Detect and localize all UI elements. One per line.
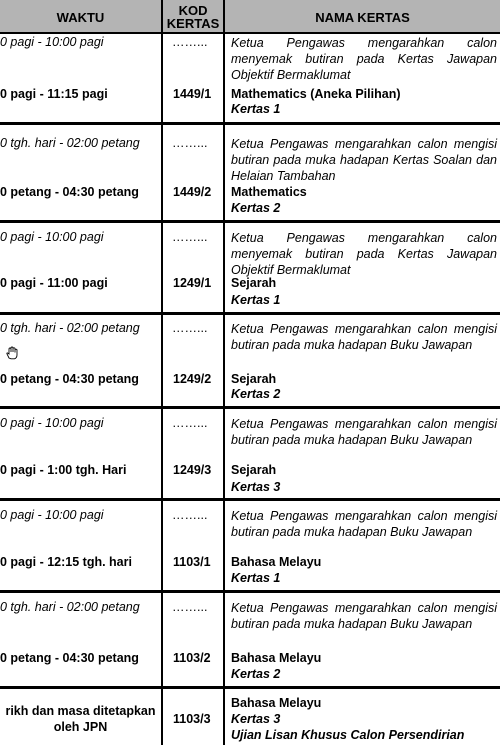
row-divider xyxy=(0,406,500,409)
row-divider xyxy=(0,32,500,34)
subject-name: Bahasa Melayu xyxy=(231,651,322,665)
start-time: 0 pagi - 10:00 pagi xyxy=(0,508,104,522)
subject-name: Bahasa Melayu xyxy=(231,555,322,569)
instruction-text: Ketua Pengawas mengarahkan calon mengisi butiran pada muka hadapan Buku Jawapan xyxy=(231,509,497,539)
paper-code: 1449/2 xyxy=(173,185,212,199)
column-divider xyxy=(223,0,225,745)
instruction-text: Ketua Pengawas mengarahkan calon mengisi butiran pada muka hadapan Buku Jawapan xyxy=(231,322,497,352)
row-divider xyxy=(0,590,500,593)
start-time: 0 pagi - 10:00 pagi xyxy=(0,35,104,49)
paper-note: Ujian Lisan Khusus Calon Persendirian xyxy=(231,728,465,742)
paper-code: 1103/3 xyxy=(173,712,211,726)
header-nama-kertas: NAMA KERTAS xyxy=(225,0,500,34)
subject-name: Sejarah xyxy=(231,463,277,477)
subject-name: Bahasa Melayu xyxy=(231,696,322,710)
row-divider xyxy=(0,498,500,501)
instruction-text: Ketua Pengawas mengarahkan calon mengisi butiran pada muka hadapan Buku Jawapan xyxy=(231,601,497,631)
code-placeholder: ……... xyxy=(172,136,208,150)
paper-code: 1449/1 xyxy=(173,87,212,101)
paper-number: Kertas 1 xyxy=(231,293,281,307)
row-divider xyxy=(0,312,500,315)
paper-number: Kertas 1 xyxy=(231,102,281,116)
subject-name: Sejarah xyxy=(231,372,277,386)
code-placeholder: ……... xyxy=(172,230,208,244)
start-time: 0 tgh. hari - 02:00 petang xyxy=(0,600,140,614)
start-time: 0 pagi - 10:00 pagi xyxy=(0,416,104,430)
header-kod-kertas: KOD KERTAS xyxy=(163,0,223,34)
paper-code: 1249/2 xyxy=(173,372,212,386)
instruction-text: Ketua Pengawas mengarahkan calon menyemak butiran pada Kertas Jawapan Objektif Bermaklumat xyxy=(231,36,497,82)
instruction-text: Ketua Pengawas mengarahkan calon mengisi butiran pada muka hadapan Buku Jawapan xyxy=(231,417,497,447)
exam-time: 0 pagi - 11:15 pagi xyxy=(0,87,108,101)
exam-time: 0 pagi - 1:00 tgh. Hari xyxy=(0,463,127,477)
subject-name: Mathematics xyxy=(231,185,307,199)
paper-number: Kertas 2 xyxy=(231,667,281,681)
start-time: 0 tgh. hari - 02:00 petang xyxy=(0,321,140,335)
exam-time-line2: oleh JPN xyxy=(53,720,108,734)
paper-code: 1249/3 xyxy=(173,463,212,477)
instruction-text: Ketua Pengawas mengarahkan calon mengisi butiran pada muka hadapan Kertas Soalan dan Helaian Tambahan xyxy=(231,137,497,183)
instruction-text: Ketua Pengawas mengarahkan calon menyemak butiran pada Kertas Jawapan Objektif Bermaklumat xyxy=(231,231,497,277)
paper-number: Kertas 2 xyxy=(231,387,281,401)
code-placeholder: ……... xyxy=(172,321,208,335)
code-placeholder: ……... xyxy=(172,600,208,614)
paper-number: Kertas 3 xyxy=(231,480,281,494)
exam-time: 0 pagi - 11:00 pagi xyxy=(0,276,108,290)
paper-code: 1103/1 xyxy=(173,555,211,569)
exam-time: 0 pagi - 12:15 tgh. hari xyxy=(0,555,132,569)
exam-time: 0 petang - 04:30 petang xyxy=(0,651,139,665)
paper-number: Kertas 3 xyxy=(231,712,281,726)
subject-name: Sejarah xyxy=(231,276,277,290)
column-divider xyxy=(161,0,163,745)
code-placeholder: ……... xyxy=(172,416,208,430)
exam-time-line1: rikh dan masa ditetapkan xyxy=(5,704,156,718)
start-time: 0 pagi - 10:00 pagi xyxy=(0,230,104,244)
subject-name: Mathematics (Aneka Pilihan) xyxy=(231,87,401,101)
paper-code: 1103/2 xyxy=(173,651,211,665)
row-divider xyxy=(0,220,500,223)
exam-time: 0 petang - 04:30 petang xyxy=(0,372,139,386)
start-time: 0 tgh. hari - 02:00 petang xyxy=(0,136,140,150)
hand-cursor-icon xyxy=(5,346,19,360)
paper-code: 1249/1 xyxy=(173,276,212,290)
row-divider xyxy=(0,686,500,689)
row-divider xyxy=(0,122,500,125)
code-placeholder: ……... xyxy=(172,508,208,522)
paper-number: Kertas 1 xyxy=(231,571,281,585)
header-waktu: WAKTU xyxy=(0,0,161,34)
paper-number: Kertas 2 xyxy=(231,201,281,215)
code-placeholder: ……... xyxy=(172,35,208,49)
exam-time: 0 petang - 04:30 petang xyxy=(0,185,139,199)
